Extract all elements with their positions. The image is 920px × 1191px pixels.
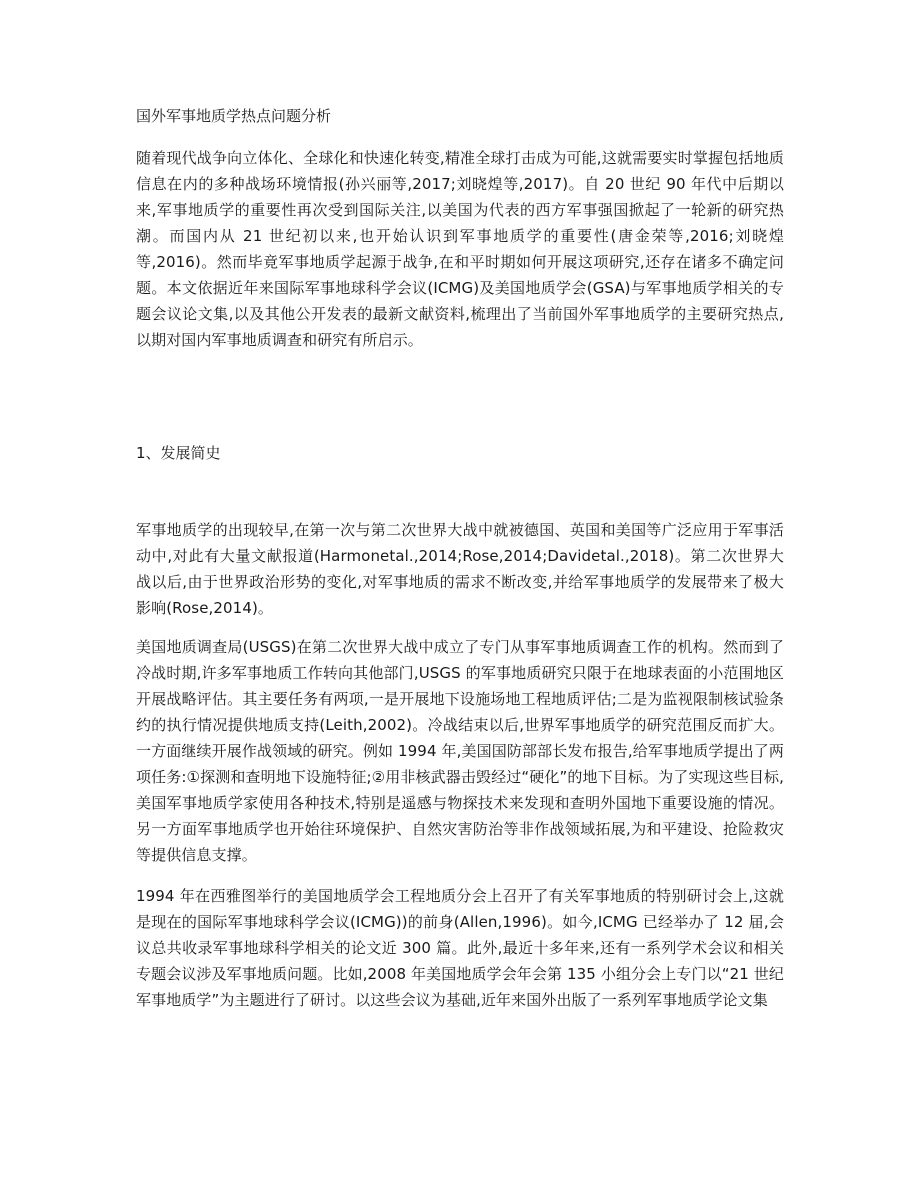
section-heading: 1、发展简史 — [136, 444, 221, 462]
history-paragraph-2: 美国地质调查局(USGS)在第二次世界大战中成立了专门从事军事地质调查工作的机构。然而到了冷战时期,许多军事地质工作转向其他部门,USGS 的军事地质研究只限于在地球表面的小范围地区开展战略评估。其主要任务有两项,一是开展地下设施场地工程地质评估;二是为监视限制核试验条约的执行情况提供地质支持(Leith,2002)。冷战结束以后,世界军事地质学的研究范围反而扩大。一方面继续开展作战领域的研究。例如 1994 年,美国国防部部长发布报告,给军事地质学提出了两项任务:①探测和查明地下设施特征;②用非核武器击毁经过“硬化”的地下目标。为了实现这些目标,美国军事地质学家使用各种技术,特别是遥感与物探技术来发现和查明外国地下重要设施的情况。另一方面军事地质学也开始往环境保护、自然灾害防治等非作战领域拓展,为和平建设、抢险救灾等提供信息支撑。 — [136, 638, 784, 864]
document-title: 国外军事地质学热点问题分析 — [136, 107, 332, 125]
history-paragraph-3: 1994 年在西雅图举行的美国地质学会工程地质分会上召开了有关军事地质的特别研讨会上,这就是现在的国际军事地球科学会议(ICMG))的前身(Allen,1996)。如今,ICMG 已经举办了 12 届,会议总共收录军事地球科学相关的论文近 300 篇。此外,最近十多年来,还有一系列学术会议和相关专题会议涉及军事地质问题。比如,2008 年美国地质学会年会第 135 小组分会上专门以“21 世纪军事地质学”为主题进行了研讨。以这些会议为基础,近年来国外出版了一系列军事地质学论文集 — [136, 887, 784, 1009]
intro-paragraph: 随着现代战争向立体化、全球化和快速化转变,精准全球打击成为可能,这就需要实时掌握包括地质信息在内的多种战场环境情报(孙兴丽等,2017;刘晓煌等,2017)。自 20 世纪 90 年代中后期以来,军事地质学的重要性再次受到国际关注,以美国为代表的西方军事强国掀起了一轮新的研究热潮。而国内从 21 世纪初以来,也开始认识到军事地质学的重要性(唐金荣等,2016;刘晓煌等,2016)。然而毕竟军事地质学起源于战争,在和平时期如何开展这项研究,还存在诸多不确定问题。本文依据近年来国际军事地球科学会议(ICMG)及美国地质学会(GSA)与军事地质学相关的专题会议论文集,以及其他公开发表的最新文献资料,梳理出了当前国外军事地质学的主要研究热点,以期对国内军事地质调查和研究有所启示。 — [136, 149, 784, 349]
history-paragraph-1: 军事地质学的出现较早,在第一次与第二次世界大战中就被德国、英国和美国等广泛应用于军事活动中,对此有大量文献报道(Harmonetal.,2014;Rose,2014;Davidetal.,2018)。第二次世界大战以后,由于世界政治形势的变化,对军事地质的需求不断改变,并给军事地质学的发展带来了极大影响(Rose,2014)。 — [136, 521, 784, 617]
